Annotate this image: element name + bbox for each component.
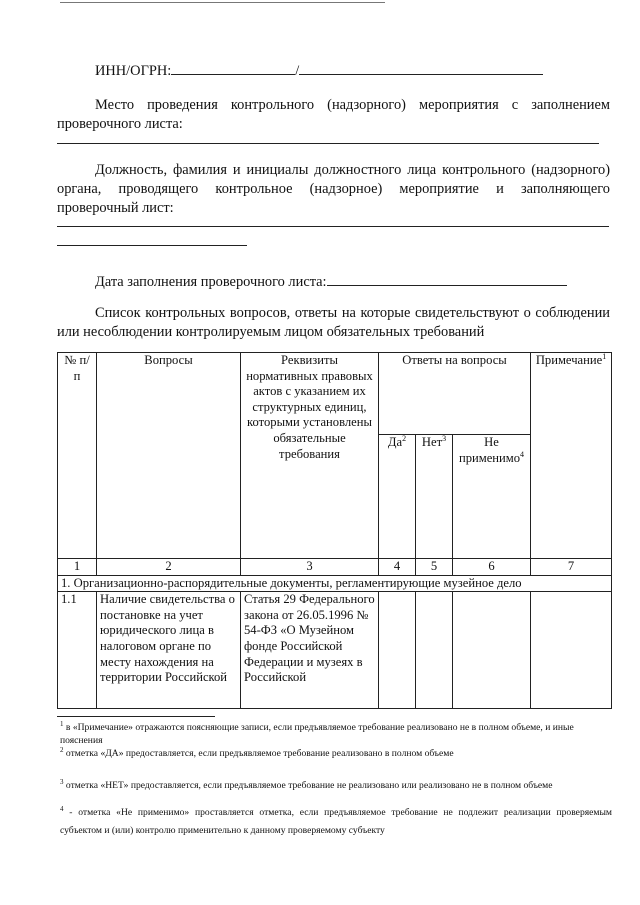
table-header-row <box>58 353 612 435</box>
inn-ogrn-label: ИНН/ОГРН: <box>95 63 172 79</box>
header-requisites: Реквизиты нормативных правовых актов с указанием их структурных единиц, которыми установлены обязательные требования <box>241 353 379 559</box>
list-text: Список контрольных вопросов, ответы на которые свидетельствуют о соблюдении или несоблюдении контролируемым лицом обязательных требований <box>57 305 610 340</box>
row-question: Наличие свидетельства о постановке на учет юридического лица в налоговом органе по месту нахождения на территории Российской <box>97 592 241 709</box>
footnote-4: $^4$ - отметка «Не применимо» проставляется отметка, если предъявляемое требование не подлежит реализации проверяемым субъектом и (или) контролю применительно к данному проверяемому субъекту <box>60 804 612 836</box>
position-field-line-2[interactable] <box>57 245 247 246</box>
column-number: 5 <box>416 559 453 576</box>
footnote-separator <box>57 716 215 717</box>
answer-no-cell[interactable] <box>416 592 453 709</box>
inn-separator: / <box>295 63 300 79</box>
place-paragraph <box>57 96 610 134</box>
column-number: 3 <box>241 559 379 576</box>
header-answers: Ответы на вопросы <box>379 353 531 435</box>
header-number: № п/п <box>58 353 97 559</box>
column-number: 6 <box>453 559 531 576</box>
list-paragraph <box>57 304 610 342</box>
date-line <box>57 271 610 292</box>
top-edge-line <box>60 2 385 3</box>
answer-not-applicable-cell[interactable] <box>453 592 531 709</box>
date-label: Дата заполнения проверочного листа: <box>95 274 327 290</box>
position-field-line-1[interactable] <box>57 226 609 227</box>
column-number: 1 <box>58 559 97 576</box>
header-note: Примечание$^1$ <box>531 353 612 559</box>
header-no: Нет$^3$ <box>416 435 453 559</box>
header-questions: Вопросы <box>97 353 241 559</box>
ogrn-field[interactable] <box>299 60 543 75</box>
column-number: 7 <box>531 559 612 576</box>
position-text: Должность, фамилия и инициалы должностного лица контрольного (надзорного) органа, проводящего контрольное (надзорное) мероприятие и заполняющего проверочный лист: <box>57 162 610 216</box>
table-row <box>58 592 612 709</box>
header-yes: $Да^2$ <box>379 435 416 559</box>
checklist-table <box>57 352 612 709</box>
position-paragraph <box>57 161 610 218</box>
place-text: Место проведения контрольного (надзорного) мероприятия с заполнением проверочного листа: <box>57 97 610 132</box>
footnote-1: $^1$ в «Примечание» отражаются поясняющие записи, если предъявляемое требование реализовано не в полном объеме, и иные пояснения <box>60 719 574 746</box>
section-1-title: 1. Организационно-распорядительные документы, регламентирующие музейное дело <box>58 575 612 592</box>
column-number: 4 <box>379 559 416 576</box>
date-field[interactable] <box>327 271 567 286</box>
column-number-row <box>58 559 612 576</box>
answer-yes-cell[interactable] <box>379 592 416 709</box>
row-number: 1.1 <box>58 592 97 709</box>
footnote-3: $^3$ отметка «НЕТ» предоставляется, если предъявляемое требование не реализовано или реализовано не в полном объеме <box>60 777 553 791</box>
column-number: 2 <box>97 559 241 576</box>
place-field[interactable] <box>57 143 599 144</box>
inn-ogrn-line <box>57 60 610 81</box>
header-not-applicable: Не применимо$^4$ <box>453 435 531 559</box>
footnote-2: $^2$ отметка «ДА» предоставляется, если предъявляемое требование реализовано в полном объеме <box>60 745 454 759</box>
inn-field[interactable] <box>171 60 295 75</box>
row-requisite: Статья 29 Федерального закона от 26.05.1996 № 54-ФЗ «О Музейном фонде Российской Федерации и музеях в Российской <box>241 592 379 709</box>
section-row <box>58 575 612 592</box>
note-cell[interactable] <box>531 592 612 709</box>
